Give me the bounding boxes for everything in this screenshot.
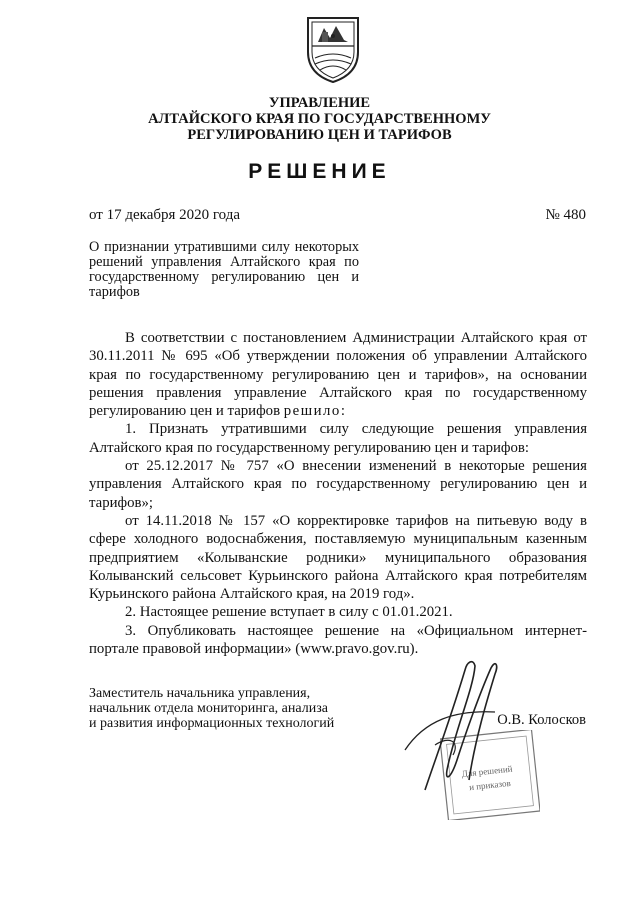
paragraph-text: : <box>340 403 345 420</box>
body-paragraph: 1. Признать утратившими силу следующие решения управления Алтайского края по государственному регулированию цен и тарифов: <box>89 421 587 456</box>
header-line: РЕГУЛИРОВАНИЮ ЦЕН И ТАРИФОВ <box>187 127 452 143</box>
header-line: УПРАВЛЕНИЕ <box>268 95 371 111</box>
body-paragraph <box>89 329 587 420</box>
paragraph-text: В соответствии с постановлением Администрации Алтайского края от 30.11.2011 № 695 «Об утверждении положения об управлении Алтайского края по государственному регулированию цен и тарифов», на основании решения правления управление Алтайского края по государственному регулированию цен и тарифов <box>89 330 587 420</box>
document-number: № 480 <box>545 207 586 223</box>
signatory-name: О.В. Колосков <box>497 712 586 728</box>
signatory-line: и развития информационных технологий <box>89 716 335 731</box>
signatory-line: начальник отдела мониторинга, анализа <box>89 701 328 716</box>
body-paragraph: 3. Опубликовать настоящее решение на «Официальном интернет-портале правовой информации» (www.pravo.gov.ru). <box>89 622 587 658</box>
signature-icon <box>395 650 505 800</box>
header-line: АЛТАЙСКОГО КРАЯ ПО ГОСУДАРСТВЕННОМУ <box>148 111 491 127</box>
document-date: от 17 декабря 2020 года <box>89 207 241 223</box>
stamp-text: Для решений <box>461 763 513 779</box>
signatory-title <box>89 686 334 731</box>
signatory-line: Заместитель начальника управления, <box>89 686 311 701</box>
document-body <box>89 329 587 658</box>
body-paragraph: 2. Настоящее решение вступает в силу с 01.01.2021. <box>125 604 453 621</box>
document-subject: О признании утратившими силу некоторых решений управления Алтайского края по государственному регулированию цен и тарифов <box>89 239 359 300</box>
paragraph-text-spaced: решило <box>283 403 341 420</box>
coat-of-arms-icon <box>300 12 366 84</box>
body-paragraph: от 14.11.2018 № 157 «О корректировке тарифов на питьевую воду в сфере холодного водоснабжения, поставляемую муниципальным казенным предприятием «Колыванские родники» муниципального образования Колыванский сельсовет Курьинского района Алтайского края потребителям Курьинского района Алтайского края, на 2019 год». <box>89 512 587 603</box>
document-title: РЕШЕНИЕ <box>248 160 391 183</box>
body-paragraph: от 25.12.2017 № 757 «О внесении изменений в некоторые решения управления Алтайского края по государственному регулированию цен и тарифов»; <box>89 458 587 511</box>
stamp-text: и приказов <box>468 777 512 793</box>
